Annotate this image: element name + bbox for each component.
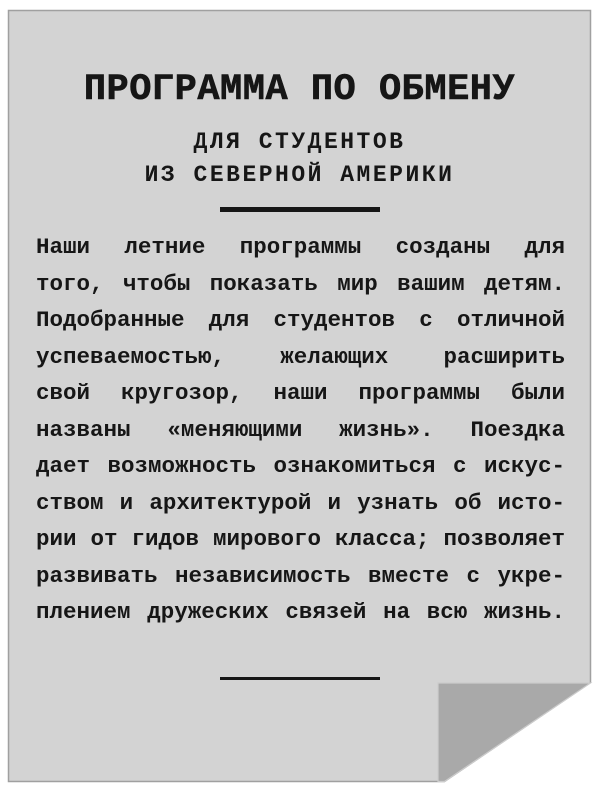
divider-top <box>220 207 380 212</box>
body-line-4: успеваемостью, желающих расширить <box>36 343 565 370</box>
subtitle-line-1: ДЛЯ СТУДЕНТОВ <box>193 129 406 155</box>
body-line-6: названы «меняющими жизнь». Поездка <box>36 416 565 443</box>
body-line-10: развивать независимость вместе с укре- <box>36 562 565 589</box>
body-paragraph <box>36 229 565 631</box>
body-line-8: ством и архитектурой и узнать об исто- <box>36 489 565 516</box>
body-line-9: рии от гидов мирового класса; позволяет <box>36 526 565 552</box>
body-line-1: Наши летние программы созданы для <box>36 234 565 260</box>
body-line-11: плением дружеских связей на всю жизнь. <box>36 599 565 625</box>
body-line-5: свой кругозор, наши программы были <box>36 380 565 406</box>
body-line-3: Подобранные для студентов с отличной <box>36 307 565 333</box>
body-line-7: дает возможность ознакомиться с искус- <box>36 453 565 479</box>
page-subtitle <box>8 126 591 191</box>
paper-content <box>8 10 591 680</box>
divider-bottom <box>220 677 380 680</box>
subtitle-line-2: ИЗ СЕВЕРНОЙ АМЕРИКИ <box>144 161 455 188</box>
body-line-2: того, чтобы показать мир вашим детям. <box>36 270 565 297</box>
page-title: ПРОГРАММА ПО ОБМЕНУ <box>83 69 516 111</box>
folded-corner <box>438 683 591 782</box>
